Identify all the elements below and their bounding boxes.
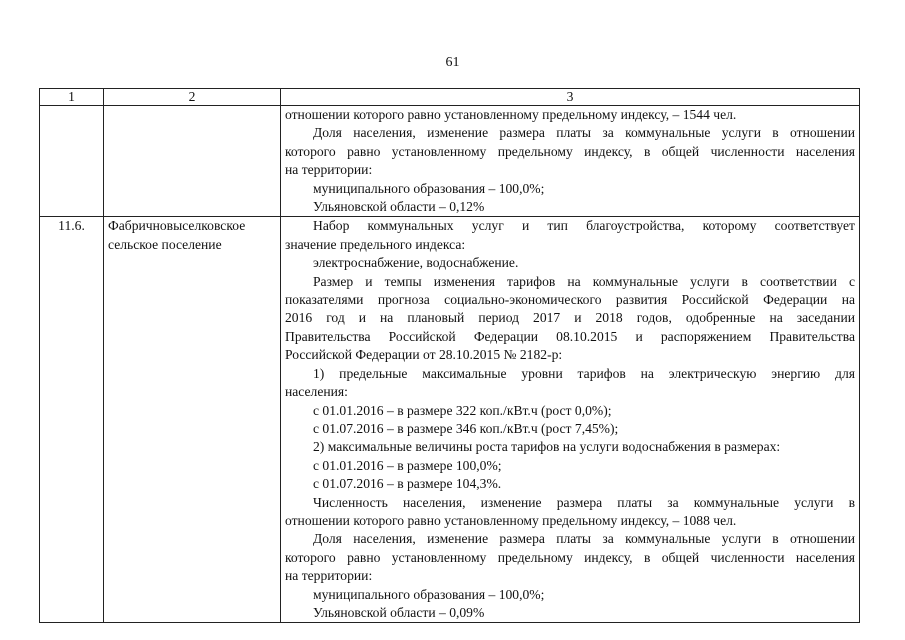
text-line: населения: xyxy=(285,384,348,400)
row-number: 11.6. xyxy=(40,217,104,623)
text-line: 2) максимальные величины роста тарифов на услуги водоснабжения в размерах: xyxy=(313,439,781,455)
text-line: Правительства Российской Федерации 08.10.2015 и распоряжением Правительства xyxy=(285,328,855,344)
text-line: Набор коммунальных услуг и тип благоустройства, которому соответствует xyxy=(313,218,855,234)
page-number: 61 xyxy=(445,55,460,70)
text-line: муниципального образования – 100,0%; xyxy=(313,586,545,602)
text-line: муниципального образования – 100,0%; xyxy=(313,180,545,196)
text-line: которого равно установленному предельному индексу, в общей численности населения xyxy=(285,143,855,159)
text-line: 1) предельные максимальные уровни тарифов на электрическую энергию для xyxy=(313,365,855,381)
settlement-name-line-1: Фабричновыселковское xyxy=(108,218,246,234)
tariff-table xyxy=(39,88,860,623)
text-line: Доля населения, изменение размера платы за коммунальные услуги в отношении xyxy=(313,125,855,141)
header-col-3: 3 xyxy=(281,89,860,106)
text-line: Численность населения, изменение размера платы за коммунальные услуги в xyxy=(313,494,855,510)
text-line: с 01.01.2016 – в размере 322 коп./кВт.ч (рост 0,0%); xyxy=(313,402,612,418)
text-line: показателями прогноза социально-экономического развития Российской Федерации на xyxy=(285,292,855,308)
text-line: Размер и темпы изменения тарифов на коммунальные услуги в соответствии с xyxy=(313,273,855,289)
text-line: Доля населения, изменение размера платы за коммунальные услуги в отношении xyxy=(313,531,855,547)
text-line: с 01.07.2016 – в размере 346 коп./кВт.ч (рост 7,45%); xyxy=(313,420,619,436)
text-line: Ульяновской области – 0,09% xyxy=(313,604,485,620)
row-text-cell xyxy=(281,217,860,623)
text-line: Ульяновской области – 0,12% xyxy=(313,199,485,215)
text-line: отношении которого равно установленному предельному индексу, – 1088 чел. xyxy=(285,512,737,528)
continuation-number-cell xyxy=(40,106,104,217)
text-line: на территории: xyxy=(285,568,373,584)
header-col-2: 2 xyxy=(104,89,281,106)
settlement-name-line-2: сельское поселение xyxy=(108,236,222,252)
text-line: электроснабжение, водоснабжение. xyxy=(313,255,519,271)
text-line: Российской Федерации от 28.10.2015 № 2182-р: xyxy=(285,347,563,363)
text-line: которого равно установленному предельному индексу, в общей численности населения xyxy=(285,549,855,565)
continuation-text xyxy=(285,106,855,216)
text-line: на территории: xyxy=(285,162,373,178)
text-line: значение предельного индекса: xyxy=(285,236,466,252)
table-header-row xyxy=(40,89,860,106)
settlement-name-cell xyxy=(104,217,281,623)
continuation-name-cell xyxy=(104,106,281,217)
text-line: с 01.07.2016 – в размере 104,3%. xyxy=(313,476,502,492)
text-line: 2016 год и на плановый период 2017 и 2018 годов, одобренные на заседании xyxy=(285,310,855,326)
row-text xyxy=(285,217,855,622)
header-col-1: 1 xyxy=(40,89,104,106)
text-line: с 01.01.2016 – в размере 100,0%; xyxy=(313,457,502,473)
continuation-text-cell xyxy=(281,106,860,217)
text-line: отношении которого равно установленному предельному индексу, – 1544 чел. xyxy=(285,107,737,122)
table-row xyxy=(40,217,860,623)
continuation-row xyxy=(40,106,860,217)
